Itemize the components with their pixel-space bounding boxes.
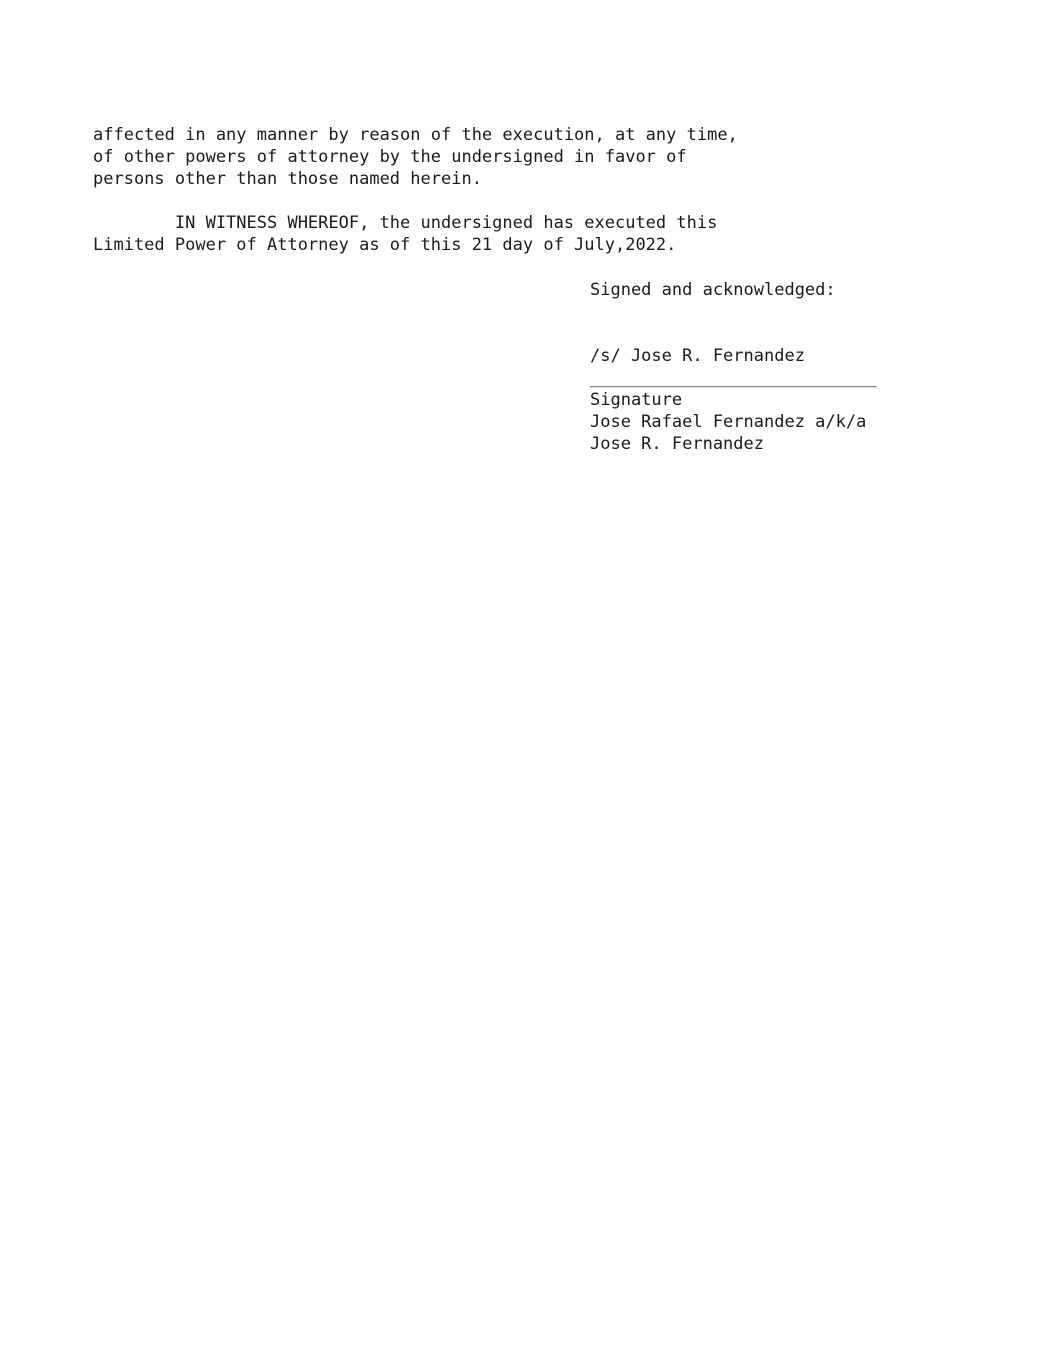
- blank-line: [590, 323, 877, 345]
- signer-name-aka: Jose Rafael Fernandez a/k/a: [590, 412, 867, 432]
- signature-label: Signature: [590, 390, 683, 410]
- signature-block: [590, 279, 877, 455]
- blank-line: [93, 190, 738, 212]
- conformed-signature: /s/ Jose R. Fernandez: [590, 346, 805, 366]
- paragraph-line: Limited Power of Attorney as of this 21 day of July,2022.: [93, 235, 677, 255]
- signature-heading: Signed and acknowledged:: [590, 280, 836, 300]
- paragraph-line: affected in any manner by reason of the execution, at any time,: [93, 125, 738, 145]
- paragraph-line: IN WITNESS WHEREOF, the undersigned has executed this: [93, 213, 718, 233]
- paragraph-line: persons other than those named herein.: [93, 169, 482, 189]
- document-body: [93, 124, 738, 256]
- signer-name: Jose R. Fernandez: [590, 434, 764, 454]
- blank-line: [590, 301, 877, 323]
- paragraph-line: of other powers of attorney by the undersigned in favor of: [93, 147, 687, 167]
- signature-rule: ____________________________: [590, 368, 877, 388]
